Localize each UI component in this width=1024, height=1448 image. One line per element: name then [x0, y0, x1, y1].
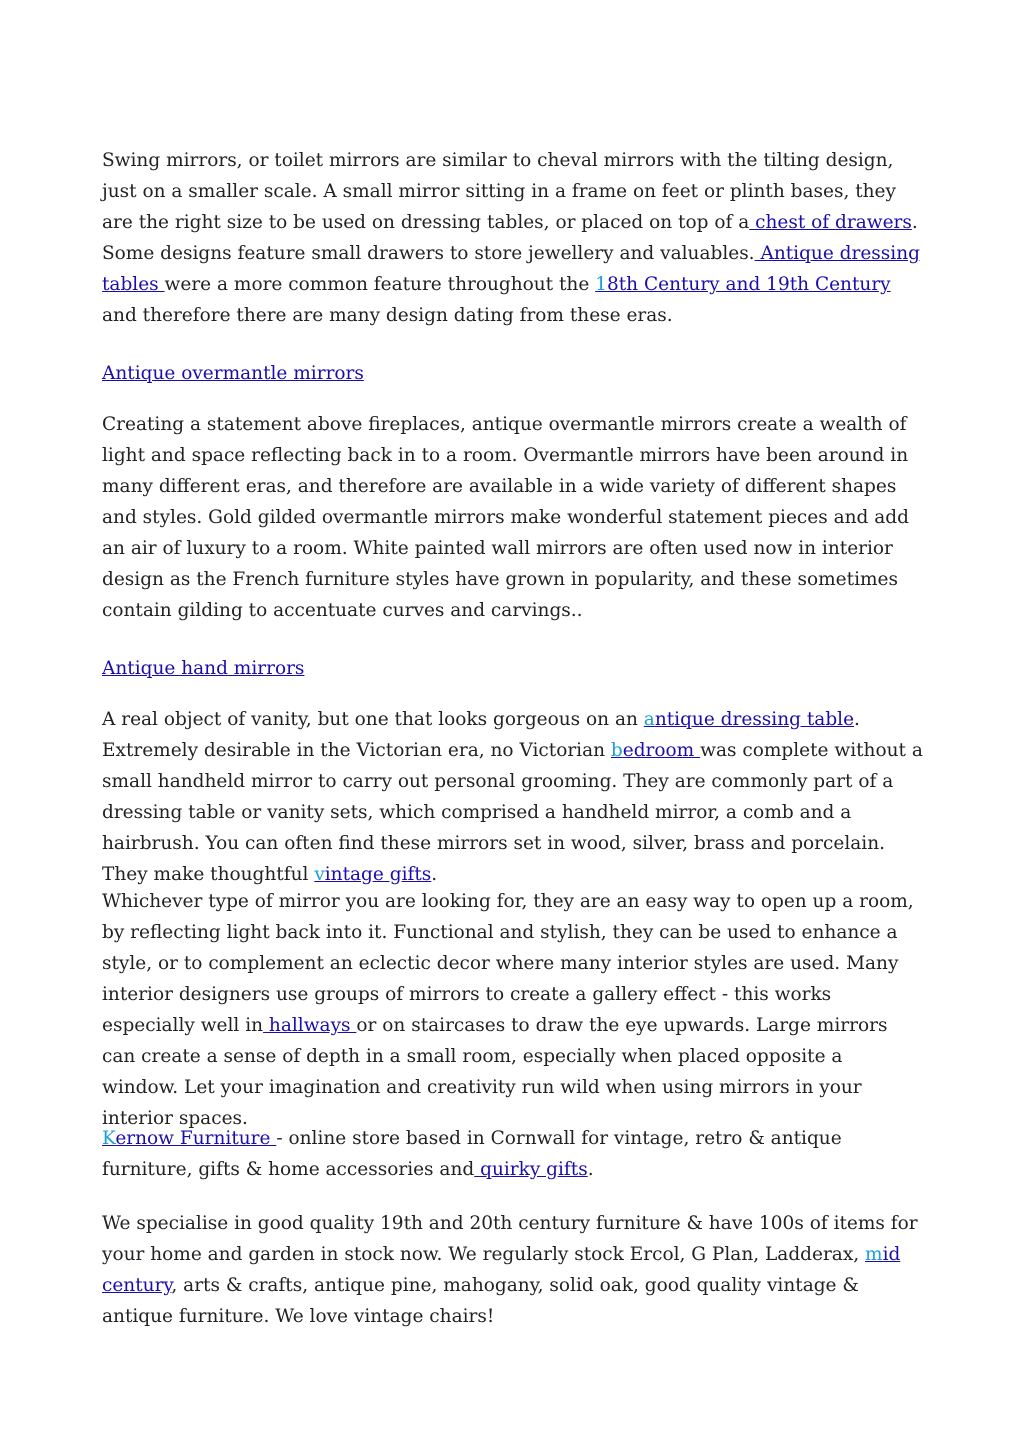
link-rest: 8th Century and 19th Century — [606, 274, 891, 295]
text: Swing mirrors, or toilet mirrors are similar to cheval mirrors with the tilting design, just on a smaller scale. A small mirror sitting in a frame on feet or plinth bases, they are the right size to be used on dressing tables, or placed on top of a — [102, 150, 896, 233]
text: Creating a statement above fireplaces, antique overmantle mirrors create a wealth of light and space reflecting back in to a room. Overmantle mirrors have been around in many different eras, and therefore are available in a wide variety of different shapes and styles. Gold gilded overmantle mirrors make wonderful statement pieces and add an air of luxury to a room. White painted wall mirrors are often used now in interior design as the French furniture styles have grown in popularity, and these sometimes contain gilding to accentuate curves and carvings.. — [102, 414, 909, 621]
link-first-letter: 1 — [595, 274, 607, 295]
link-antique-hand-mirrors[interactable]: Antique hand mirrors — [102, 658, 305, 679]
paragraph-hand-mirrors — [102, 704, 924, 890]
link-first-letter: a — [643, 709, 655, 730]
link-rest: ernow Furniture — [115, 1128, 277, 1149]
text: . — [587, 1159, 594, 1180]
link-kernow-furniture[interactable] — [102, 1128, 276, 1149]
link-rest: ntique dressing table — [654, 709, 855, 730]
link-18th-19th-century[interactable] — [595, 274, 890, 295]
text: and therefore there are many design dating from these eras. — [102, 305, 673, 326]
paragraph-whichever-type — [102, 886, 924, 1134]
link-hallways[interactable]: hallways — [263, 1015, 357, 1036]
text: Whichever type of mirror you are looking for, they are an easy way to open up a room, by reflecting light back into it. Functional and stylish, they can be used to enhance a style, or to complement an eclectic decor where many interior styles are used. Many interior designers use groups of mirrors to create a gallery effect - this works especially well in — [102, 891, 914, 1036]
text: - online store based in Cornwall for vintage, retro & antique furniture, gifts & home accessories and — [102, 1128, 842, 1180]
link-rest: id century — [102, 1244, 901, 1296]
link-antique-dressing-table[interactable] — [644, 709, 854, 730]
text: , arts & crafts, antique pine, mahogany, solid oak, good quality vintage & antique furniture. We love vintage chairs! — [102, 1275, 859, 1327]
link-quirky-gifts[interactable]: quirky gifts — [474, 1159, 588, 1180]
link-rest: intage gifts — [324, 864, 432, 885]
heading-antique-hand-mirrors — [102, 653, 924, 684]
paragraph-overmantle — [102, 409, 924, 626]
link-antique-dressing-tables[interactable]: Antique dressing tables — [102, 243, 920, 295]
text: or on staircases to draw the eye upwards. Large mirrors can create a sense of depth in a small room, especially when placed opposite a window. Let your imagination and creativity run wild when using mirrors in your interior spaces. — [102, 1015, 888, 1129]
text: A real object of vanity, but one that looks gorgeous on an — [102, 709, 644, 730]
link-first-letter: v — [314, 864, 325, 885]
paragraph-we-specialise — [102, 1208, 924, 1332]
link-first-letter: m — [865, 1244, 883, 1265]
text: were a more common feature throughout the — [164, 274, 596, 295]
link-antique-overmantle-mirrors[interactable]: Antique overmantle mirrors — [102, 363, 364, 384]
text: We specialise in good quality 19th and 20th century furniture & have 100s of items for your home and garden in stock now. We regularly stock Ercol, G Plan, Ladderax, — [102, 1213, 918, 1265]
link-vintage-gifts[interactable] — [314, 864, 431, 885]
paragraph-swing-mirrors — [102, 145, 924, 331]
paragraph-kernow-furniture — [102, 1123, 924, 1185]
link-rest: edroom — [622, 740, 701, 761]
link-chest-of-drawers[interactable]: chest of drawers — [749, 212, 912, 233]
link-first-letter: K — [102, 1128, 116, 1149]
link-bedroom[interactable] — [611, 740, 700, 761]
link-first-letter: b — [610, 740, 623, 761]
heading-antique-overmantle-mirrors — [102, 358, 924, 389]
text: . Extremely desirable in the Victorian era, no Victorian — [102, 709, 860, 761]
text: . Some designs feature small drawers to store jewellery and valuables. — [102, 212, 918, 264]
text: was complete without a small handheld mirror to carry out personal grooming. They are commonly part of a dressing table or vanity sets, which comprised a handheld mirror, a comb and a hairbrush. You can often find these mirrors set in wood, silver, brass and porcelain. They make thoughtful — [102, 740, 923, 885]
text: . — [431, 864, 438, 885]
